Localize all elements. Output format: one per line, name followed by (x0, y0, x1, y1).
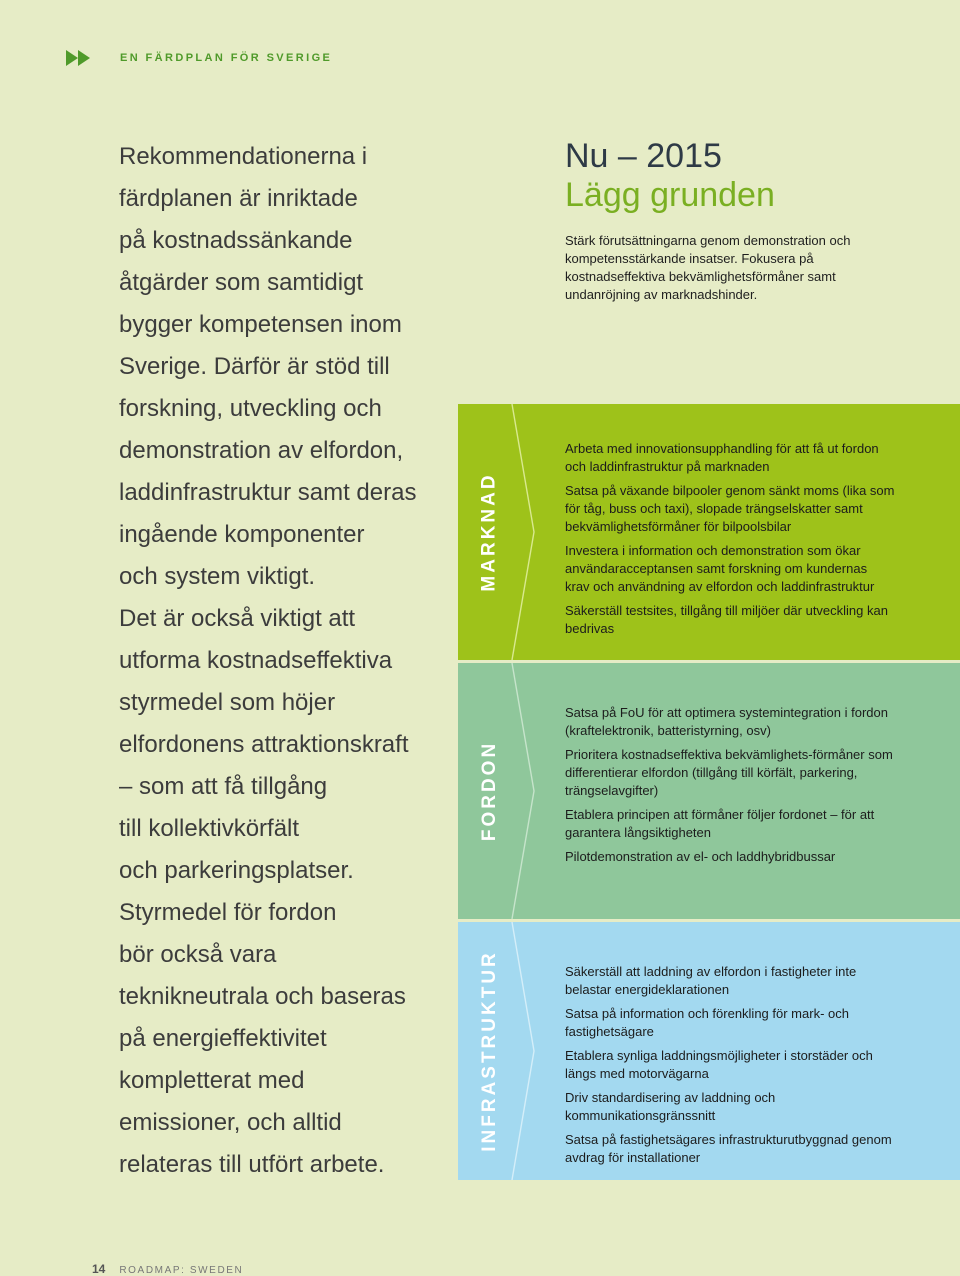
band-label: MARKNAD (479, 472, 500, 592)
list-item: Säkerställ att laddning av elfordon i fastigheter inte belastar energideklarationen (565, 964, 857, 997)
list-item: Satsa på växande bilpooler genom sänkt moms (lika som för tåg, buss och taxi), slopade trängselskatter samt bekvämlighetsförmåner för bilpoolsbilar (565, 483, 895, 534)
body-text: Rekommendationerna i färdplanen är inriktade på kostnadssänkande åtgärder som samtidigt bygger kompetensen inom Sverige. Därför är stöd till forskning, utveckling och demonstration av elfordon, laddinfrastruktur samt deras ingående komponenter och system viktigt. Det är också viktigt att utforma kostnadseffektiva styrmedel som höjer elfordonens attraktionskraft – som att få tillgång till kollektivkörfält och parkeringsplatser. Styrmedel för fordon bör också vara teknikneutrala och baseras på energieffektivitet kompletterat med emissioner, och alltid relateras till utfört arbete. (119, 143, 417, 1178)
footer-text: ROADMAP: SWEDEN (119, 1265, 244, 1276)
intro-description: Stärk förutsättningarna genom demonstration och kompetensstärkande insatser. Fokusera på kostnadseffektiva bekvämlighetsförmåner samt undanröjning av marknadshinder. (565, 233, 851, 302)
band-items (565, 963, 895, 1173)
list-item: Satsa på information och förenkling för mark- och fastighetsägare (565, 1006, 849, 1039)
list-item: Satsa på FoU för att optimera systemintegration i fordon (kraftelektronik, batteristyrning, osv) (565, 705, 888, 738)
double-arrow-icon (66, 48, 92, 68)
chevron-divider (508, 922, 538, 1180)
band-items (565, 704, 895, 872)
band-fordon (458, 663, 960, 919)
band-items (565, 440, 895, 644)
list-item: Satsa på fastighetsägares infrastrukturutbyggnad genom avdrag för installationer (565, 1132, 892, 1165)
band-label: INFRASTRUKTUR (479, 950, 501, 1152)
phase-heading: Lägg grunden (565, 176, 775, 214)
page-header (66, 48, 332, 68)
list-item: Prioritera kostnadseffektiva bekvämlighets-förmåner som differentierar elfordon (tillgång till körfält, parkering, trängselavgifter) (565, 747, 893, 798)
list-item: Investera i information och demonstration som ökar användaracceptansen samt forskning om kundernas krav och användning av elfordon och laddinfrastruktur (565, 543, 875, 594)
chevron-divider (508, 663, 538, 919)
band-marknad (458, 404, 960, 660)
list-item: Arbeta med innovationsupphandling för att få ut fordon och laddinfrastruktur på marknaden (565, 441, 879, 474)
list-item: Pilotdemonstration av el- och laddhybridbussar (565, 849, 836, 864)
intro-section (565, 136, 945, 304)
band-label: FORDON (479, 740, 501, 842)
page-number: 14 (92, 1262, 106, 1276)
list-item: Etablera synliga laddningsmöjligheter i storstäder och längs med motorvägarna (565, 1048, 873, 1081)
list-item: Driv standardisering av laddning och kommunikationsgränssnitt (565, 1090, 776, 1123)
chevron-divider (508, 404, 538, 660)
band-infrastruktur (458, 922, 960, 1180)
header-title: EN FÄRDPLAN FÖR SVERIGE (120, 52, 333, 64)
period-heading: Nu – 2015 (565, 137, 722, 175)
list-item: Säkerställ testsites, tillgång till miljöer där utveckling kan bedrivas (565, 603, 888, 636)
page-footer (92, 1262, 243, 1276)
list-item: Etablera principen att förmåner följer fordonet – för att garantera långsiktigheten (565, 807, 875, 840)
